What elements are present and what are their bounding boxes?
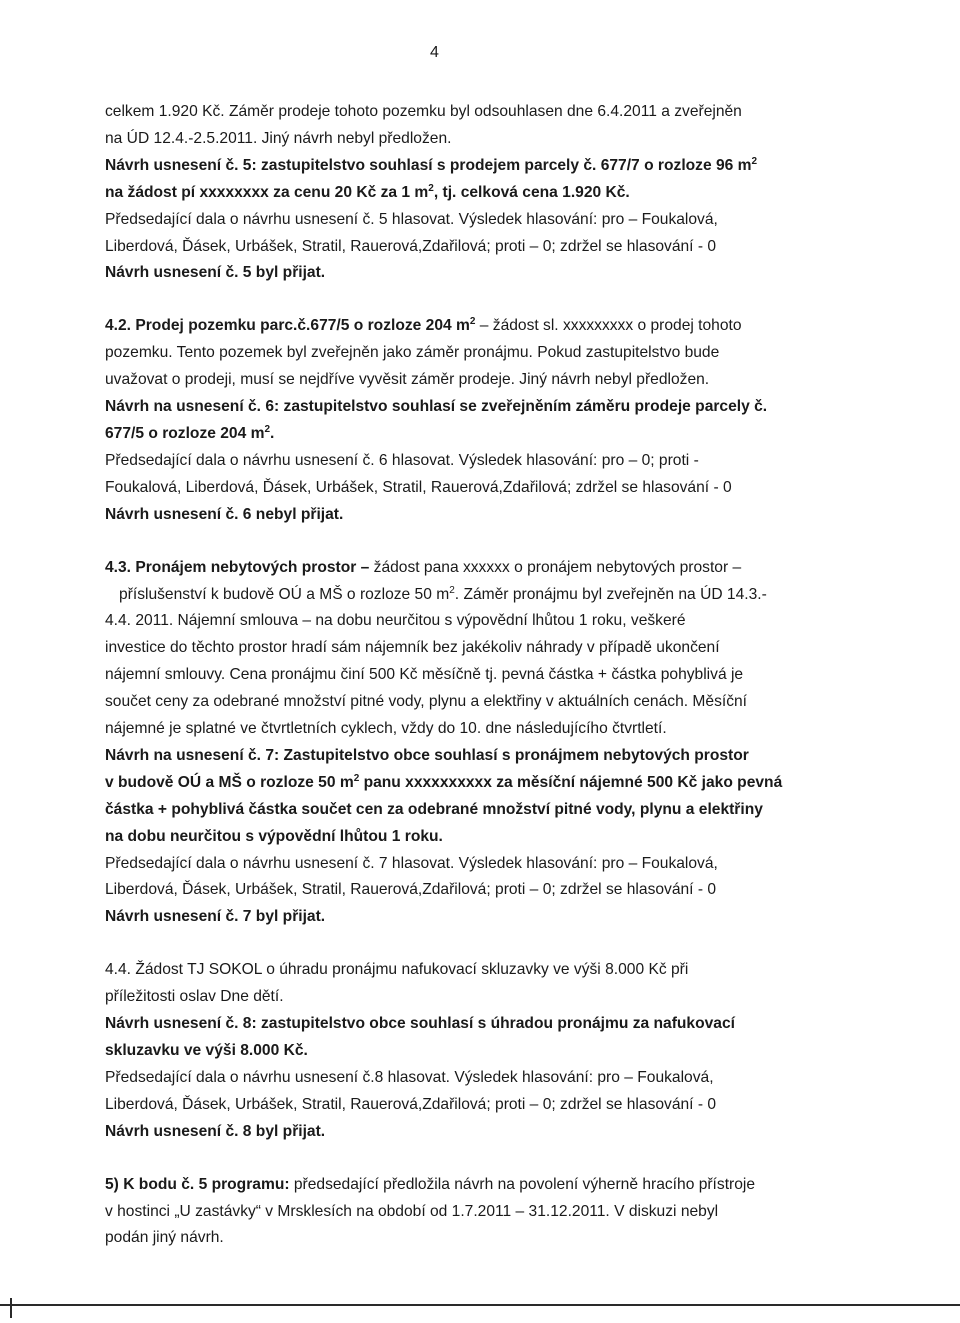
resolution-proposal-6-cont <box>105 421 825 448</box>
text-span: žádost pana xxxxxx o pronájem nebytových prostor – <box>373 558 742 576</box>
text-span: předsedající předložila návrh na povolení výherně hracího přístroje <box>293 1175 756 1193</box>
document-body <box>105 99 825 1252</box>
text-span: panu xxxxxxxxxx za měsíční nájemné 500 Kč jako pevná <box>359 773 783 791</box>
text-span: v budově OÚ a MŠ o rozloze 50 m <box>105 773 354 791</box>
section-4-2-heading <box>105 313 825 340</box>
vote-line: Předsedající dala o návrhu usnesení č. 7 hlasovat. Výsledek hlasování: pro – Foukalová, <box>105 854 718 872</box>
text-line: na ÚD 12.4.-2.5.2011. Jiný návrh nebyl předložen. <box>105 129 452 147</box>
superscript: 2 <box>428 182 434 194</box>
text-span: 5) K bodu č. 5 programu: <box>105 1175 294 1193</box>
superscript: 2 <box>469 316 476 328</box>
text-line: nájemné je splatné ve čtvrtletních cyklech, vždy do 10. dne následujícího čtvrtletí. <box>105 720 667 738</box>
resolution-proposal-5 <box>105 153 825 180</box>
vote-result: Liberdová, Ďásek, Urbášek, Stratil, Rauerová,Zdařilová; proti – 0; zdržel se hlasování - 0 <box>105 1095 717 1113</box>
text-line: pozemku. Tento pozemek byl zveřejněn jako záměr pronájmu. Pokud zastupitelstvo bude <box>105 344 720 362</box>
text-line: 4.4. 2011. Nájemní smlouva – na dobu neurčitou s výpovědní lhůtou 1 roku, veškeré <box>105 612 686 630</box>
text-line: podán jiný návrh. <box>105 1229 224 1247</box>
vote-result: Liberdová, Ďásek, Urbášek, Stratil, Rauerová,Zdařilová; proti – 0; zdržel se hlasování - 0 <box>105 237 717 255</box>
text-span: . <box>270 424 275 442</box>
resolution-proposal-7-cont <box>105 770 825 797</box>
resolution-proposal-7-cont: částka + pohyblivá částka součet cen za odebrané množství pitné vody, plynu a elektřiny <box>105 800 763 818</box>
superscript: 2 <box>353 772 360 784</box>
text-span: 4.3. Pronájem nebytových prostor – <box>105 558 374 576</box>
text-line: příležitosti oslav Dne dětí. <box>105 988 284 1006</box>
scan-bottom-rule <box>0 1304 960 1306</box>
text-line: v hostinci „U zastávky“ v Mrsklesích na období od 1.7.2011 – 31.12.2011. V diskuzi nebyl <box>105 1202 719 1220</box>
text-line: investice do těchto prostor hradí sám nájemník bez jakékoliv náhrady v případě ukončení <box>105 639 720 657</box>
section-4-4-heading: 4.4. Žádost TJ SOKOL o úhradu pronájmu nafukovací skluzavky ve výši 8.000 Kč při <box>105 961 689 979</box>
text-line: uvažovat o prodeji, musí se nejdříve vyvěsit záměr prodeje. Jiný návrh nebyl předložen. <box>105 371 710 389</box>
resolution-outcome-6: Návrh usnesení č. 6 nebyl přijat. <box>105 505 344 523</box>
vote-line: Předsedající dala o návrhu usnesení č. 6 hlasovat. Výsledek hlasování: pro – 0; proti - <box>105 451 699 469</box>
section-4-3-heading <box>105 555 825 582</box>
resolution-proposal-7: Návrh na usnesení č. 7: Zastupitelstvo obce souhlasí s pronájmem nebytových prostor <box>105 746 749 764</box>
text-span: 677/5 o rozloze 204 m <box>105 424 265 442</box>
superscript: 2 <box>751 155 758 167</box>
resolution-outcome-7: Návrh usnesení č. 7 byl přijat. <box>105 908 326 926</box>
vote-result: Liberdová, Ďásek, Urbášek, Stratil, Rauerová,Zdařilová; proti – 0; zdržel se hlasování - 0 <box>105 881 717 899</box>
text-line: součet ceny za odebrané množství pitné vody, plynu a elektřiny v aktuálních cenách. Měsíční <box>105 693 748 711</box>
text-span: Návrh usnesení č. 5: zastupitelstvo souhlasí s prodejem parcely č. 677/7 o rozloze 96 m <box>105 156 752 174</box>
text-span: 4.2. Prodej pozemku parc.č.677/5 o rozloze 204 m <box>105 317 470 335</box>
resolution-proposal-8-cont: skluzavku ve výši 8.000 Kč. <box>105 1042 308 1059</box>
vote-line: Předsedající dala o návrhu usnesení č. 5 hlasovat. Výsledek hlasování: pro – Foukalová, <box>105 210 718 228</box>
text-span: . Záměr pronájmu byl zveřejněn na ÚD 14.3.- <box>454 585 767 603</box>
resolution-proposal-6: Návrh na usnesení č. 6: zastupitelstvo souhlasí se zveřejněním záměru prodeje parcely č. <box>105 398 768 416</box>
resolution-proposal-8: Návrh usnesení č. 8: zastupitelstvo obce souhlasí s úhradou pronájmu za nafukovací <box>105 1015 735 1033</box>
resolution-outcome-8: Návrh usnesení č. 8 byl přijat. <box>105 1122 326 1140</box>
text-span: příslušenství k budově OÚ a MŠ o rozloze 50 m <box>119 585 450 603</box>
resolution-proposal-7-cont: na dobu neurčitou s výpovědní lhůtou 1 roku. <box>105 827 443 845</box>
page-number: 4 <box>430 44 439 61</box>
text-line <box>105 582 825 609</box>
section-5-heading <box>105 1172 825 1199</box>
text-span: – žádost sl. xxxxxxxxx o prodej tohoto <box>475 317 742 335</box>
text-line: celkem 1.920 Kč. Záměr prodeje tohoto pozemku byl odsouhlasen dne 6.4.2011 a zveřejněn <box>105 103 742 120</box>
scan-edge-mark <box>10 1298 12 1318</box>
vote-result: Foukalová, Liberdová, Ďásek, Urbášek, Stratil, Rauerová,Zdařilová; zdržel se hlasování - 0 <box>105 478 732 496</box>
text-line: nájemní smlouvy. Cena pronájmu činí 500 Kč měsíčně tj. pevná částka + částka pohyblivá je <box>105 666 744 684</box>
resolution-outcome-5: Návrh usnesení č. 5 byl přijat. <box>105 264 326 282</box>
text-span: , tj. celková cena 1.920 Kč. <box>433 183 630 201</box>
superscript: 2 <box>449 584 455 596</box>
superscript: 2 <box>264 423 271 435</box>
resolution-proposal-5-cont <box>105 180 825 207</box>
text-span: na žádost pí xxxxxxxx za cenu 20 Kč za 1 m <box>105 183 429 201</box>
vote-line: Předsedající dala o návrhu usnesení č.8 hlasovat. Výsledek hlasování: pro – Foukalová, <box>105 1068 714 1086</box>
